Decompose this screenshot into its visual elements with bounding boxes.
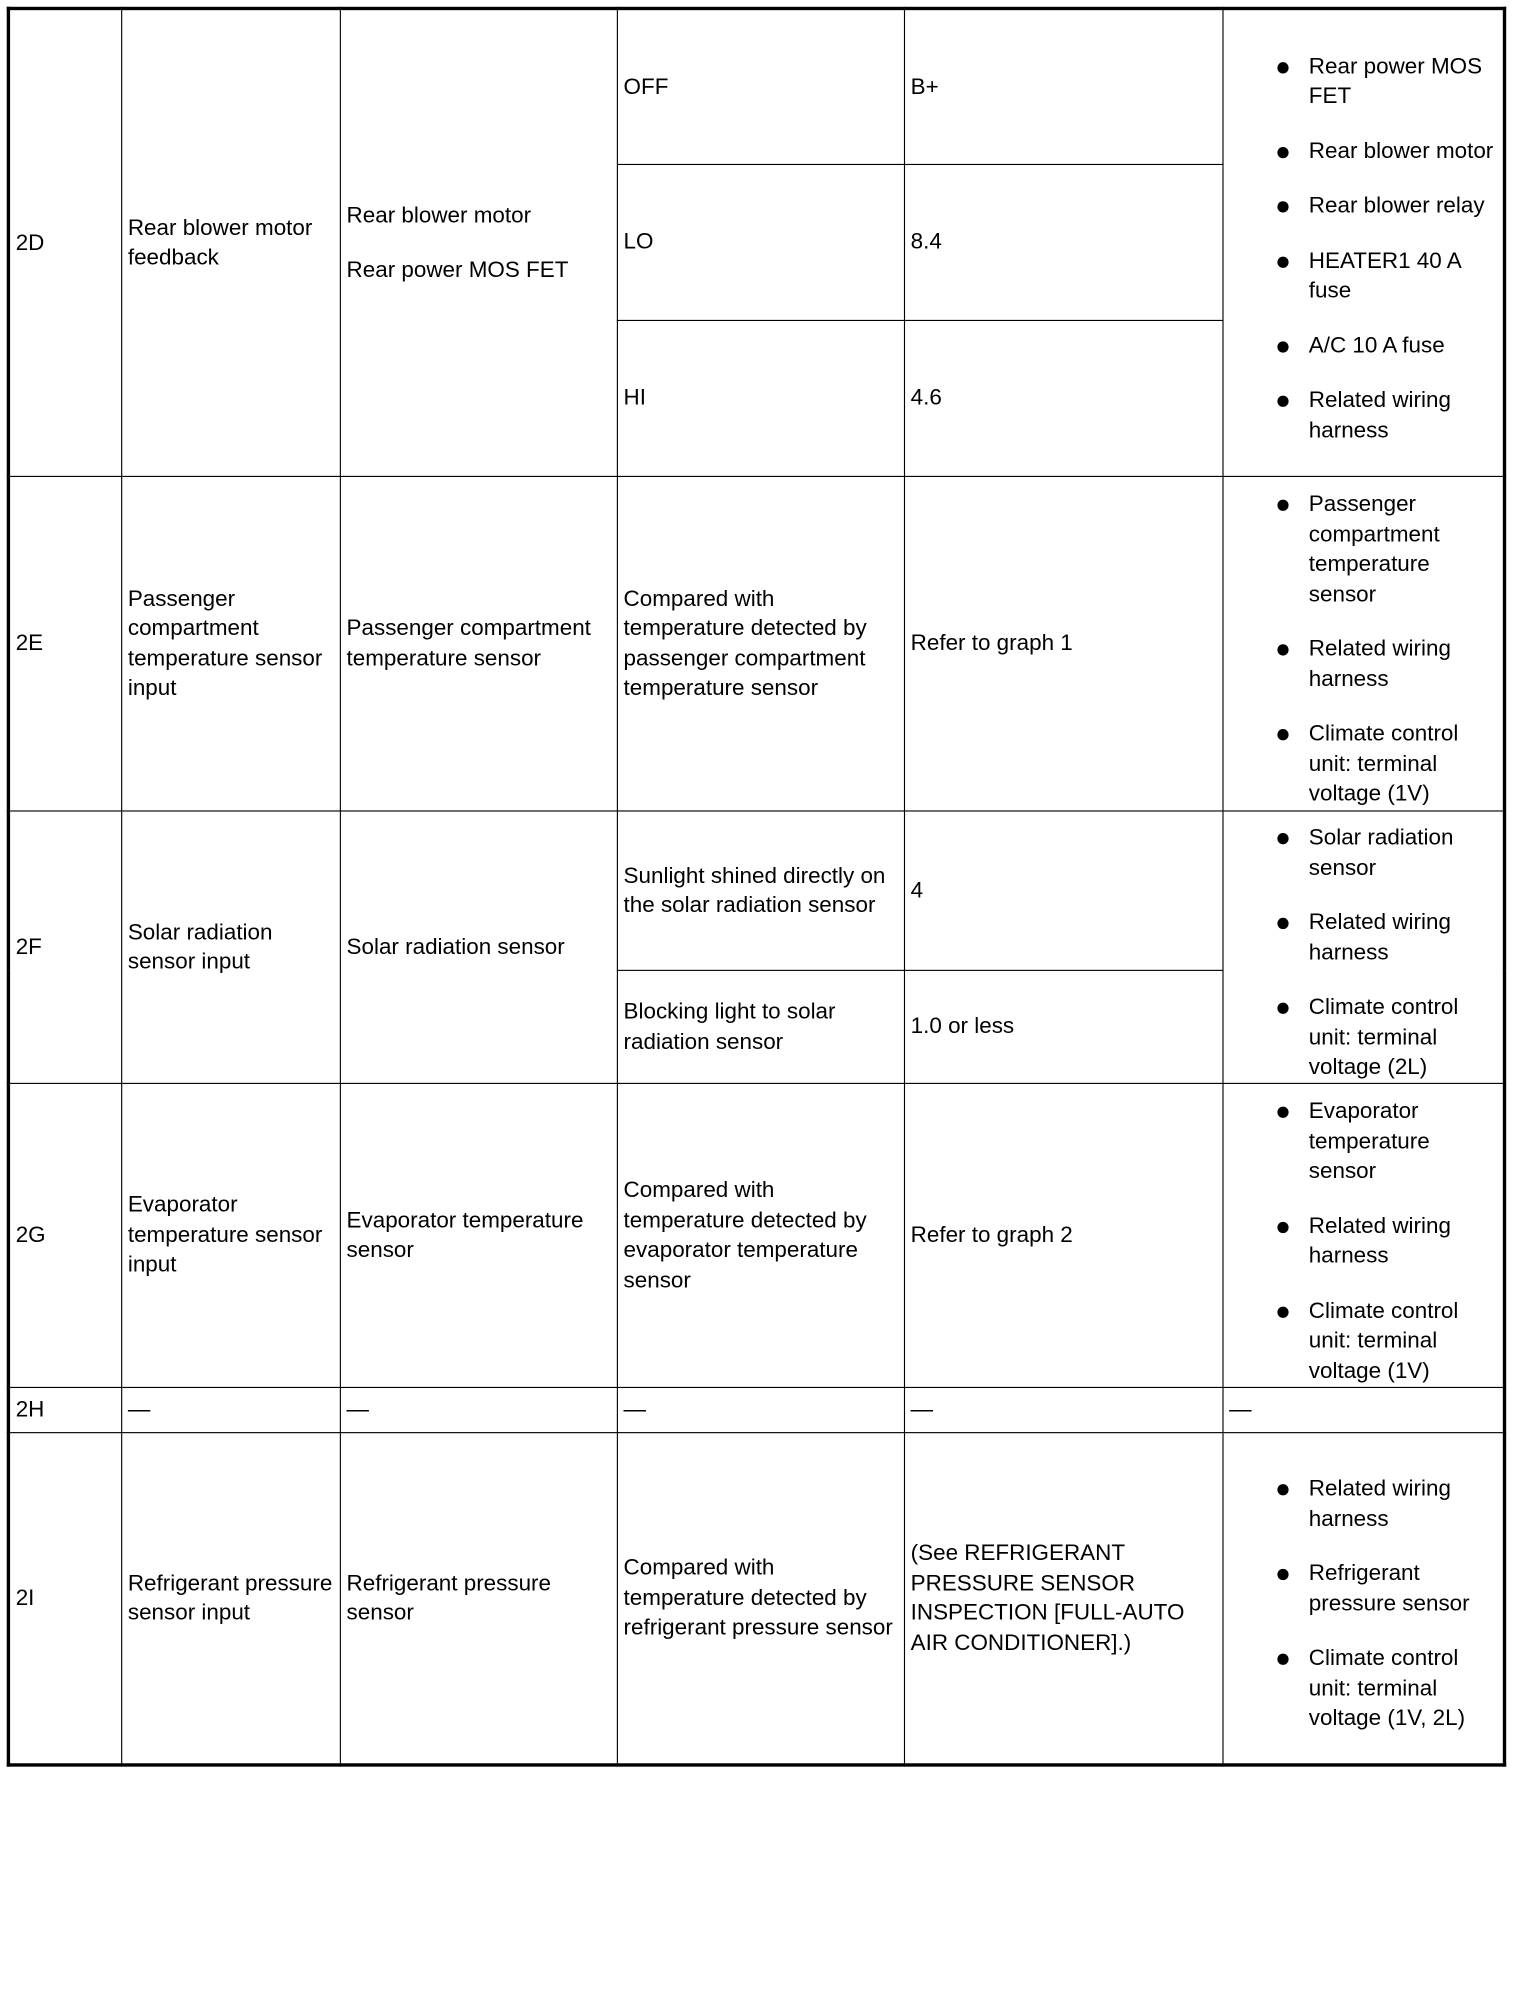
- signal-name-cell: Evaporator temperature sensor input: [122, 1083, 341, 1387]
- table-row: [8, 1083, 1504, 1387]
- connected-to-cell: Refrigerant pressure sensor: [340, 1433, 617, 1765]
- condition-cell: Compared with temperature detected by passenger compartment temperature sensor: [617, 476, 904, 811]
- cause-list: [1229, 1096, 1498, 1385]
- table-row: [8, 8, 1504, 164]
- voltage-cell: 4.6: [904, 320, 1223, 476]
- condition-cell: Blocking light to solar radiation sensor: [617, 970, 904, 1083]
- cause-item: Rear power MOS FET: [1229, 52, 1498, 112]
- condition-cell: —: [617, 1387, 904, 1432]
- connected-to-cell: [340, 8, 617, 476]
- cause-item: Rear blower motor: [1229, 136, 1498, 166]
- voltage-cell: (See REFRIGERANT PRESSURE SENSOR INSPECTION [FULL-AUTO AIR CONDITIONER].): [904, 1433, 1223, 1765]
- cause-item: Climate control unit: terminal voltage (2L): [1229, 993, 1498, 1083]
- possible-cause-cell: —: [1223, 1387, 1504, 1432]
- condition-cell: LO: [617, 164, 904, 320]
- possible-cause-cell: [1223, 1083, 1504, 1387]
- connected-to-cell: Passenger compartment temperature sensor: [340, 476, 617, 811]
- cause-item: Related wiring harness: [1229, 908, 1498, 968]
- connected-to-cell: Evaporator temperature sensor: [340, 1083, 617, 1387]
- signal-name-cell: Solar radiation sensor input: [122, 811, 341, 1083]
- condition-cell: Compared with temperature detected by evaporator temperature sensor: [617, 1083, 904, 1387]
- voltage-cell: 4: [904, 811, 1223, 970]
- connected-to-cell: Solar radiation sensor: [340, 811, 617, 1083]
- table-row: [8, 1433, 1504, 1765]
- voltage-cell: —: [904, 1387, 1223, 1432]
- connected-to-line: Rear power MOS FET: [346, 257, 569, 283]
- cause-item: Passenger compartment temperature sensor: [1229, 490, 1498, 610]
- cause-list: [1229, 823, 1498, 1082]
- signal-name-cell: Rear blower motor feedback: [122, 8, 341, 476]
- voltage-cell: 8.4: [904, 164, 1223, 320]
- cause-item: Related wiring harness: [1229, 1474, 1498, 1534]
- terminal-cell: 2F: [8, 811, 121, 1083]
- condition-cell: Compared with temperature detected by refrigerant pressure sensor: [617, 1433, 904, 1765]
- voltage-cell: Refer to graph 2: [904, 1083, 1223, 1387]
- table-row: [8, 1387, 1504, 1432]
- cause-item: A/C 10 A fuse: [1229, 331, 1498, 361]
- terminal-cell: 2E: [8, 476, 121, 811]
- signal-name-cell: Passenger compartment temperature sensor input: [122, 476, 341, 811]
- table-row: [8, 476, 1504, 811]
- cause-list: [1229, 1474, 1498, 1733]
- condition-cell: HI: [617, 320, 904, 476]
- signal-name-cell: Refrigerant pressure sensor input: [122, 1433, 341, 1765]
- table-row: [8, 811, 1504, 970]
- cause-item: Rear blower relay: [1229, 191, 1498, 221]
- possible-cause-cell: [1223, 8, 1504, 476]
- cause-item: Climate control unit: terminal voltage (1V): [1229, 1296, 1498, 1386]
- signal-name-cell: —: [122, 1387, 341, 1432]
- cause-item: Refrigerant pressure sensor: [1229, 1559, 1498, 1619]
- condition-cell: OFF: [617, 8, 904, 164]
- condition-cell: Sunlight shined directly on the solar radiation sensor: [617, 811, 904, 970]
- possible-cause-cell: [1223, 476, 1504, 811]
- terminal-voltage-table: [7, 7, 1506, 1767]
- cause-item: Related wiring harness: [1229, 1211, 1498, 1271]
- terminal-cell: 2H: [8, 1387, 121, 1432]
- cause-item: Related wiring harness: [1229, 386, 1498, 446]
- terminal-cell: 2I: [8, 1433, 121, 1765]
- cause-item: Solar radiation sensor: [1229, 823, 1498, 883]
- voltage-cell: Refer to graph 1: [904, 476, 1223, 811]
- possible-cause-cell: [1223, 1433, 1504, 1765]
- possible-cause-cell: [1223, 811, 1504, 1083]
- cause-item: Climate control unit: terminal voltage (1V): [1229, 719, 1498, 809]
- connected-to-line: Rear blower motor: [346, 202, 532, 228]
- cause-item: Evaporator temperature sensor: [1229, 1096, 1498, 1186]
- cause-item: Climate control unit: terminal voltage (1V, 2L): [1229, 1644, 1498, 1734]
- voltage-cell: 1.0 or less: [904, 970, 1223, 1083]
- cause-item: Related wiring harness: [1229, 634, 1498, 694]
- terminal-cell: 2G: [8, 1083, 121, 1387]
- cause-item: HEATER1 40 A fuse: [1229, 246, 1498, 306]
- cause-list: [1229, 52, 1498, 446]
- voltage-cell: B+: [904, 8, 1223, 164]
- terminal-cell: 2D: [8, 8, 121, 476]
- connected-to-cell: —: [340, 1387, 617, 1432]
- cause-list: [1229, 490, 1498, 809]
